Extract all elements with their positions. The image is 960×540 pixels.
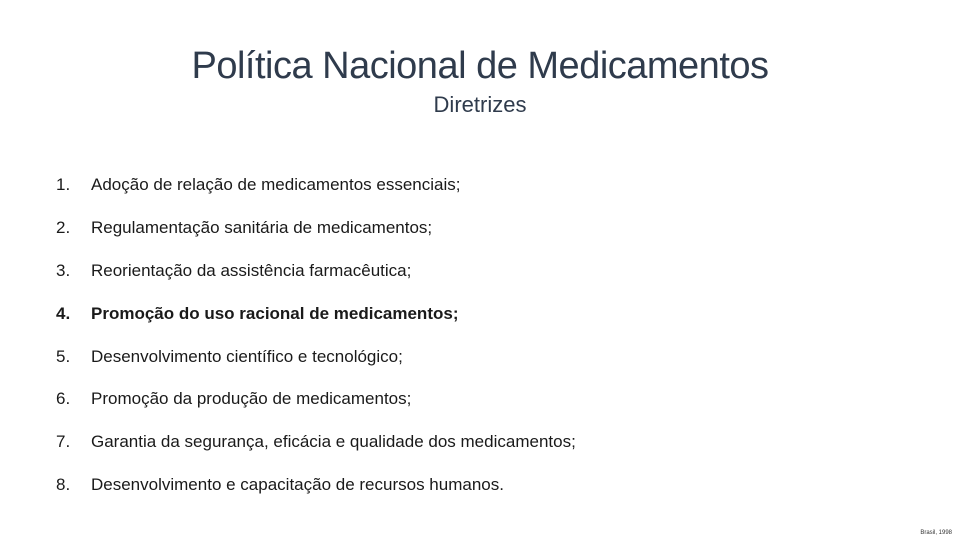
list-item-number: 2. bbox=[56, 218, 71, 238]
list-item bbox=[56, 335, 916, 378]
list-item bbox=[56, 207, 916, 250]
list-item-number: 5. bbox=[56, 346, 71, 366]
list-item-highlighted bbox=[56, 292, 916, 335]
list-item bbox=[56, 464, 916, 507]
list-item bbox=[56, 164, 916, 207]
list-item-number: 4. bbox=[56, 303, 71, 323]
list-item-text: Adoção de relação de medicamentos essenciais; bbox=[91, 175, 461, 195]
list-item-number: 7. bbox=[56, 432, 71, 452]
source-footnote: Brasil, 1998 bbox=[920, 530, 952, 536]
list-item-text: Promoção da produção de medicamentos; bbox=[91, 389, 412, 409]
list-item-text: Garantia da segurança, eficácia e qualidade dos medicamentos; bbox=[91, 432, 576, 452]
list-item bbox=[56, 421, 916, 464]
list-item-text: Desenvolvimento e capacitação de recursos humanos. bbox=[91, 474, 504, 494]
list-item-text: Reorientação da assistência farmacêutica; bbox=[91, 260, 412, 280]
slide-subtitle: Diretrizes bbox=[433, 92, 527, 117]
list-item-text: Regulamentação sanitária de medicamentos; bbox=[91, 218, 433, 238]
slide-title: Política Nacional de Medicamentos bbox=[191, 45, 769, 87]
list-item-number: 3. bbox=[56, 260, 71, 280]
list-item-text: Desenvolvimento científico e tecnológico; bbox=[91, 346, 403, 366]
list-item-number: 6. bbox=[56, 389, 71, 409]
list-item bbox=[56, 378, 916, 421]
guidelines-list bbox=[56, 164, 916, 506]
list-item-number: 8. bbox=[56, 474, 71, 494]
list-item-number: 1. bbox=[56, 175, 71, 195]
list-item-text: Promoção do uso racional de medicamentos; bbox=[91, 303, 459, 323]
list-item bbox=[56, 250, 916, 293]
